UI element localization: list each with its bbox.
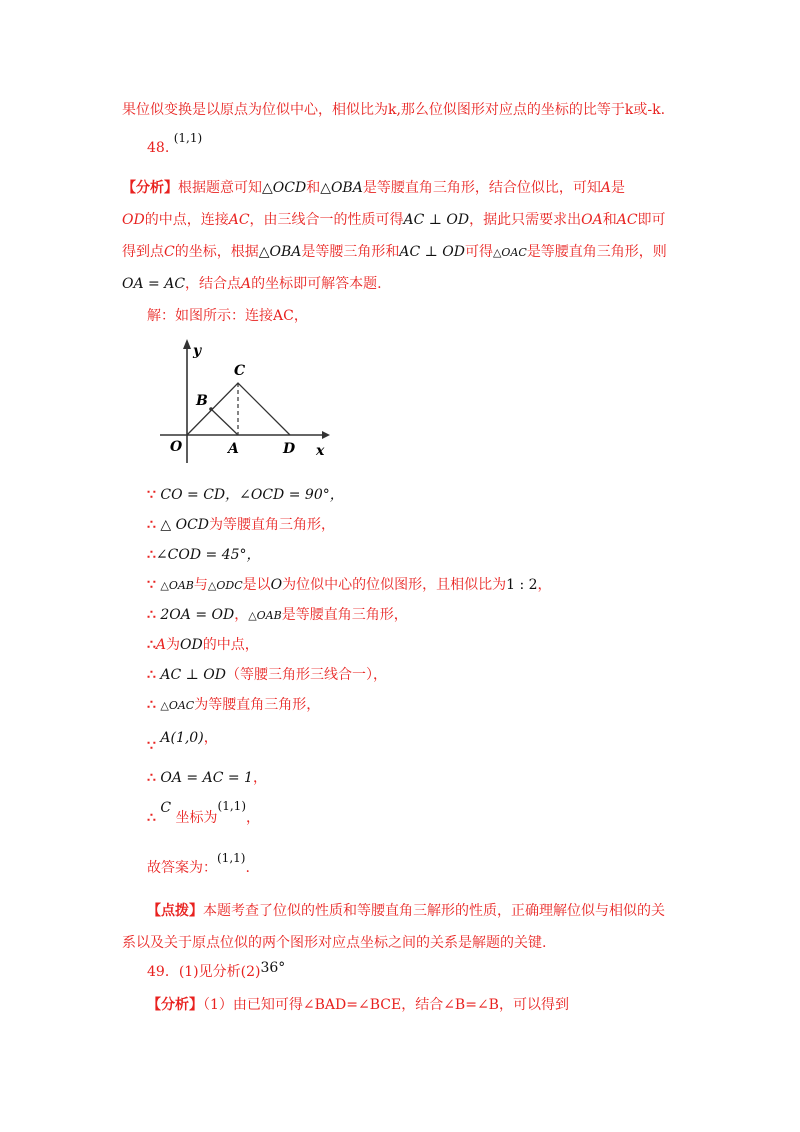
step-1: ∵ CO = CD，∠OCD = 90°， (147, 487, 344, 503)
q48-number: 48. (147, 140, 170, 156)
label-y: y (193, 343, 202, 359)
analysis-label: 【分析】 (122, 180, 178, 196)
equation-oa-ac: OA = AC (122, 276, 186, 292)
tip-line-2: 系以及关于原点位似的两个图形对应点坐标之间的关系是解题的关键. (122, 935, 547, 951)
step-9: ∵ A(1,0)， (147, 730, 218, 754)
analysis-line-4: OA = AC，结合点A的坐标即可解答本题. (122, 276, 382, 292)
step-3: ∴∠COD = 45°， (147, 547, 261, 563)
solution-intro: 解：如图所示：连接AC， (147, 308, 308, 324)
intro-line: 果位似变换是以原点为位似中心，相似比为k,那么位似图形对应点的坐标的比等于k或-k. (122, 102, 666, 118)
label-b: B (196, 393, 208, 409)
perp-expression: AC ⊥ OD (403, 212, 470, 228)
geometry-figure (150, 333, 340, 463)
point-b (209, 407, 213, 411)
step-10: ∴ OA = AC = 1， (147, 770, 267, 786)
step-5: ∴ 2OA = OD，△OAB是等腰直角三角形， (147, 607, 408, 623)
step-2: ∴ △ OCD为等腰直角三角形， (147, 517, 336, 533)
x-axis-arrow (322, 431, 330, 439)
tip-label: 【点拨】 (147, 903, 203, 919)
final-answer: 故答案为：(1,1). (147, 851, 250, 876)
y-axis-arrow (183, 339, 191, 349)
analysis-line-1: 【分析】根据题意可知△OCD和△OBA是等腰直角三角形，结合位似比，可知A是 (122, 180, 625, 196)
step-7: ∴ AC ⊥ OD（等腰三角形三线合一）， (147, 667, 387, 683)
step-4: ∵ △OAB与△ODC是以O为位似中心的位似图形，且相似比为1 : 2， (147, 577, 552, 593)
step-8: ∴ △OAC为等腰直角三角形， (147, 697, 321, 713)
triangle-oba: △OBA (320, 180, 363, 196)
analysis-line-3: 得到点C的坐标，根据△OBA是等腰三角形和AC ⊥ OD可得△OAC是等腰直角三角形，则 (122, 244, 667, 260)
label-d: D (283, 441, 296, 457)
q48-row (147, 131, 203, 158)
label-c: C (234, 363, 246, 379)
analysis49-line: 【分析】（1）由已知可得∠BAD=∠BCE，结合∠B=∠B，可以得到 (147, 997, 569, 1013)
triangle-ocd: △OCD (262, 180, 307, 196)
step-6: ∴A为OD的中点， (147, 637, 259, 653)
label-x: x (316, 443, 325, 459)
step-11: ∴ C 坐标为(1,1)， (147, 799, 260, 826)
q49-row: 49．(1)见分析(2)36° (147, 960, 286, 980)
label-o: O (170, 439, 183, 455)
label-a: A (228, 441, 239, 457)
segment-ba (211, 409, 238, 435)
analysis-line-2: OD的中点，连接AC，由三线合一的性质可得AC ⊥ OD，据此只需要求出OA和AC即可 (122, 212, 666, 228)
tip-line-1: 【点拨】本题考查了位似的性质和等腰直角三解形的性质，正确理解位似与相似的关 (147, 903, 665, 919)
q48-answer: (1,1) (173, 131, 203, 145)
